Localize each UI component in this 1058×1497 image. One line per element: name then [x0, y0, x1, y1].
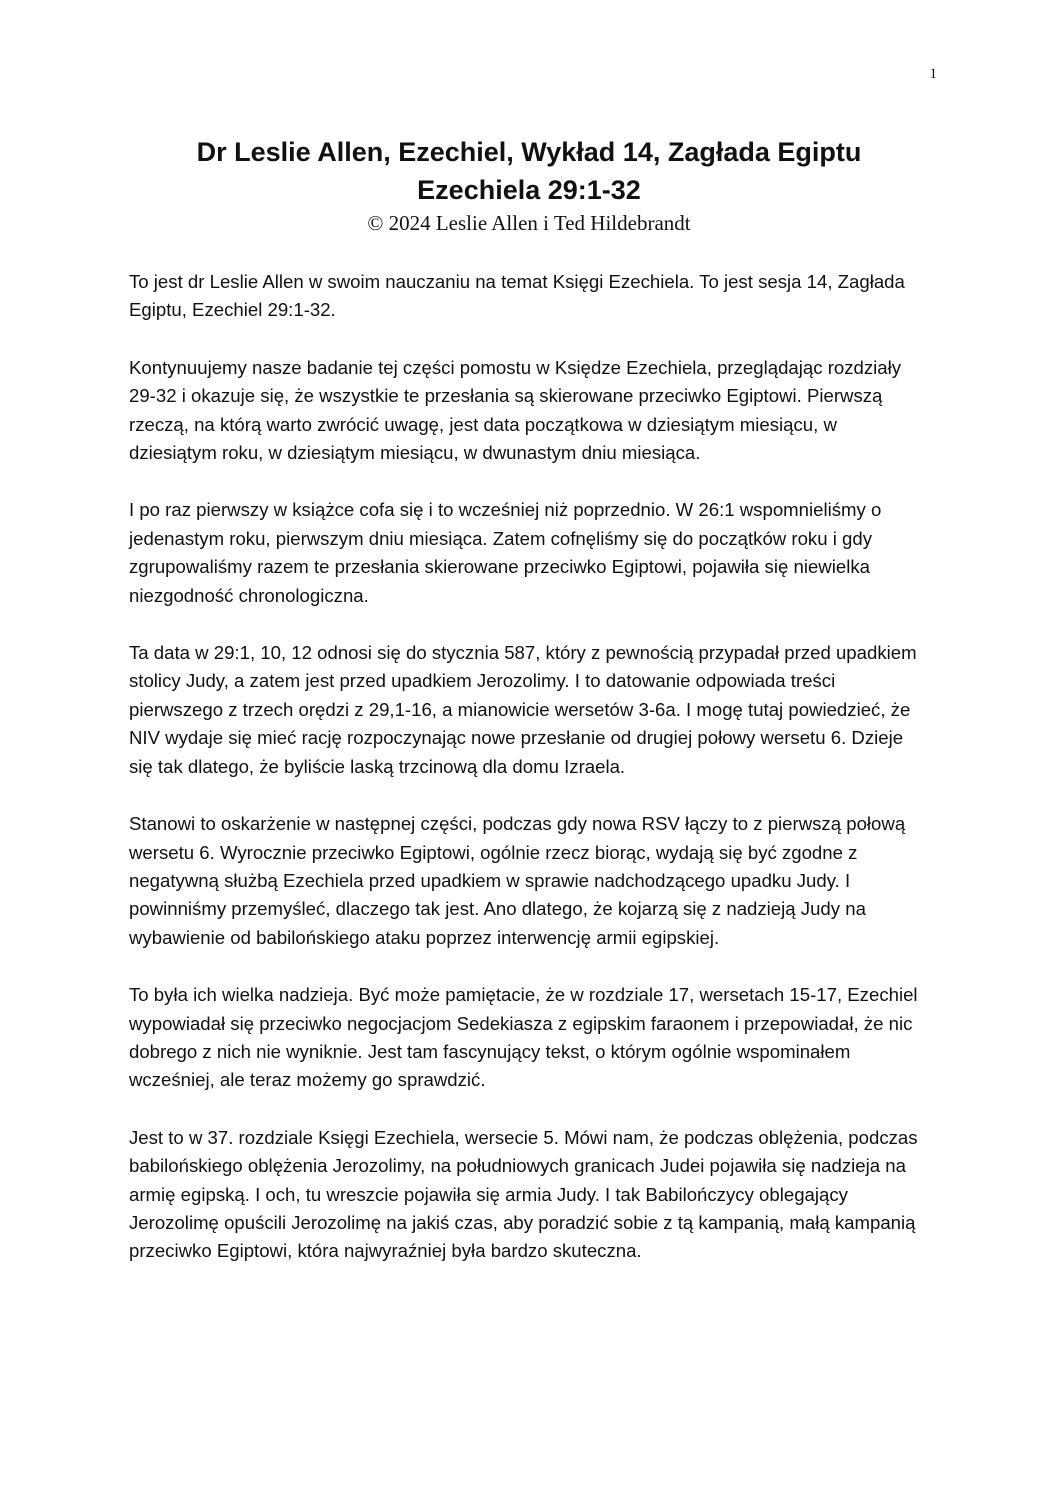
- paragraph-4: Ta data w 29:1, 10, 12 odnosi się do stycznia 587, który z pewnością przypadał przed upadkiem stolicy Judy, a zatem jest przed upadkiem Jerozolimy. I to datowanie odpowiada treści pierwszego z trzech orędzi z 29,1-16, a mianowicie wersetów 3-6a. I mogę tutaj powiedzieć, że NIV wydaje się mieć rację rozpoczynając nowe przesłanie od drugiej połowy wersetu 6. Dzieje się tak dlatego, że byliście laską trzcinową dla domu Izraela.: [129, 642, 917, 777]
- paragraph-6: To była ich wielka nadzieja. Być może pamiętacie, że w rozdziale 17, wersetach 15-17, Ezechiel wypowiadał się przeciwko negocjacjom Sedekiasza z egipskim faraonem i przepowiadał, że nic dobrego z nich nie wyniknie. Jest tam fascynujący tekst, o którym ogólnie wspominałem wcześniej, ale teraz możemy go sprawdzić.: [129, 984, 918, 1091]
- paragraph-2: Kontynuujemy nasze badanie tej części pomostu w Księdze Ezechiela, przeglądając rozdziały 29-32 i okazuje się, że wszystkie te przesłania są skierowane przeciwko Egiptowi. Pierwszą rzeczą, na którą warto zwrócić uwagę, jest data początkowa w dziesiątym miesiącu, w dziesiątym roku, w dziesiątym miesiącu, w dwunastym dniu miesiąca.: [129, 356, 902, 464]
- document-title: [80, 133, 978, 209]
- title-line-1: Dr Leslie Allen, Ezechiel, Wykład 14, Zagłada Egiptu: [196, 137, 862, 167]
- document-body: [129, 268, 929, 1295]
- paragraph-1: To jest dr Leslie Allen w swoim nauczaniu na temat Księgi Ezechiela. To jest sesja 14, Zagłada Egiptu, Ezechiel 29:1-32.: [129, 271, 905, 321]
- page-number: 1: [929, 66, 937, 82]
- paragraph-7: Jest to w 37. rozdziale Księgi Ezechiela, wersecie 5. Mówi nam, że podczas oblężenia, podczas babilońskiego oblężenia Jerozolimy, na południowych granicach Judei pojawiła się nadzieja na armię egipską. I och, tu wreszcie pojawiła się armia Judy. I tak Babilończycy oblegający Jerozolimę opuścili Jerozolimę na jakiś czas, aby poradzić sobie z tą kampanią, małą kampanią przeciwko Egiptowi, która najwyraźniej była bardzo skuteczna.: [129, 1126, 918, 1262]
- copyright-line: © 2024 Leslie Allen i Ted Hildebrandt: [367, 211, 691, 235]
- paragraph-3: I po raz pierwszy w książce cofa się i to wcześniej niż poprzednio. W 26:1 wspomnieliśmy o jedenastym roku, pierwszym dniu miesiąca. Zatem cofnęliśmy się do początków roku i gdy zgrupowaliśmy razem te przesłania skierowane przeciwko Egiptowi, pojawiła się niewielka niezgodność chronologiczna.: [129, 499, 882, 606]
- title-line-2: Ezechiela 29:1-32: [417, 175, 641, 205]
- document-header: [80, 133, 978, 236]
- paragraph-5: Stanowi to oskarżenie w następnej części, podczas gdy nowa RSV łączy to z pierwszą połową wersetu 6. Wyrocznie przeciwko Egiptowi, ogólnie rzecz biorąc, wydają się być zgodne z negatywną służbą Ezechiela przed upadkiem w sprawie nadchodzącego upadku Judy. I powinniśmy przemyśleć, dlaczego tak jest. Ano dlatego, że kojarzą się z nadzieją Judy na wybawienie od babilońskiego ataku poprzez interwencję armii egipskiej.: [129, 813, 906, 948]
